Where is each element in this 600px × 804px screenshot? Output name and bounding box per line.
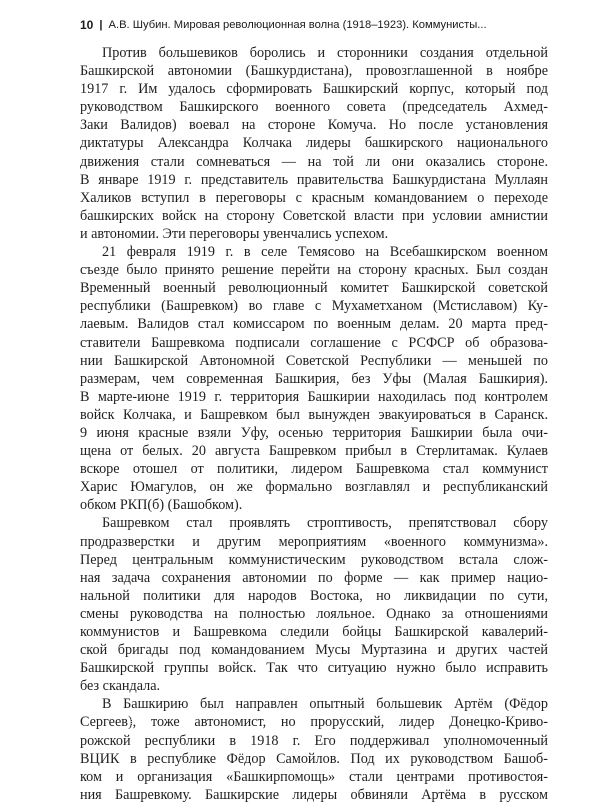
text-line: Против большевиков боролись и сторонники создания отдельной — [102, 45, 548, 61]
text-line: без скандала. — [80, 678, 161, 695]
text-line: 21 февраля 1919 г. в селе Темясово на Всебашкирском военном — [102, 244, 548, 261]
paragraph — [80, 243, 548, 514]
text-line: съезде было принято решение перейти на сторону красных. Был создан — [80, 262, 548, 279]
text-line: размерам, чем современная Башкирия, без Уфы (Малая Башкирия). — [80, 370, 548, 387]
text-line: рожской республики в 1918 г. Его поддерживал уполномоченный — [80, 732, 548, 749]
page-mark — [131, 718, 136, 726]
text-line: войск Колчака, и Башревком был вынужден эвакуироваться в Саранск. — [80, 406, 548, 423]
text-line: ской бригады под командованием Мусы Муртазина и других частей — [80, 642, 548, 659]
text-line: ставители Башревкома подписали соглашение с РСФСР об образова- — [80, 334, 548, 351]
text-line: коммунистов и Башревкома следили бойцы Башкирской кавалерий- — [80, 624, 548, 640]
text-line: Временный военный революционный комитет Башкирской советской — [80, 280, 548, 297]
text-line: В январе 1919 г. представитель правительства Башкурдистана Муллаян — [80, 171, 548, 188]
header-separator: | — [99, 19, 103, 31]
text-line: щена от белых. 20 августа Башревком прибыл в Стерлитамак. Кулаев — [80, 443, 548, 460]
text-line: 1917 г. Им удалось сформировать Башкирский корпус, который под — [80, 81, 548, 98]
running-header — [80, 18, 550, 32]
running-title: А.В. Шубин. Мировая революционная волна (1918–1923). Коммунисты... — [108, 19, 487, 31]
text-line: Башревком стал проявлять строптивость, препятствовал сбору — [102, 515, 548, 532]
text-line: Перед центральным коммунистическим руководством встала слож- — [80, 551, 548, 568]
text-line: руководством Башкирского военного совета (председатель Ахмед- — [80, 99, 548, 116]
text-line: Башкирской автономии (Башкурдистана), провозглашенной в ноябре — [80, 63, 548, 80]
text-line: Харис Юмагулов, он же формально возглавлял и республиканский — [80, 479, 548, 496]
text-line: смены руководства на полностью лояльное. Однако за отношениями — [80, 605, 548, 622]
text-line: и автономии. Эти переговоры увенчались успехом. — [80, 225, 389, 242]
text-line: башкирских войск на сторону Советской власти при условии амнистии — [80, 207, 548, 224]
text-line: ВЦИК в республике Фёдор Самойлов. Под их руководством Башоб- — [80, 750, 548, 767]
paragraph — [80, 514, 548, 695]
body-text — [80, 44, 548, 804]
text-line: ния Башревкому. Башкирские лидеры обвиняли Артёма в русском — [80, 786, 548, 803]
text-line: Заки Валидов) воевал на стороне Комуча. Но после установления — [80, 117, 548, 134]
text-line: В марте-июне 1919 г. территория Башкирии находилась под контролем — [80, 388, 548, 405]
text-line: нии Башкирской Автономной Советской Республики — меньшей по — [80, 352, 548, 369]
text-line: нальной политики для народов Востока, но ликвидации по сути, — [80, 587, 548, 604]
text-line: вскоре отошел от политики, лидером Башревкома стал коммунист — [80, 461, 548, 478]
text-line: движения стали сомневаться — на той ли они оказались стороне. — [80, 153, 548, 170]
text-line: лаевым. Валидов стал комиссаром по военным делам. 20 марта пред- — [80, 316, 548, 333]
text-line: ком и организация «Башкирпомощь» стали центрами противостоя- — [80, 768, 548, 785]
text-line: республики (Башревком) во главе с Мухаметханом (Мстиславом) Ку- — [80, 298, 548, 315]
text-line: В Башкирию был направлен опытный большевик Артём (Фёдор — [102, 696, 548, 713]
text-line: ная задача сохранения автономии по форме — как пример нацио- — [80, 569, 548, 586]
text-line: продразверстки и другим мероприятиям «военного коммунизма». — [80, 533, 548, 550]
text-line: 9 июня красные взяли Уфу, осенью территория Башкирии была очи- — [80, 424, 548, 441]
page-number: 10 — [80, 18, 94, 32]
text-line: обком РКП(б) (Башобком). — [80, 497, 243, 514]
text-line: диктатуры Александра Колчака лидеры башкирского национального — [80, 135, 548, 152]
text-line: Халиков вступил в переговоры с красным командованием о переходе — [80, 189, 548, 206]
text-line: Башкирской группы войск. Так что ситуацию нужно было исправить — [80, 660, 548, 677]
text-line: Сергеев), тоже автономист, но прорусский, лидер Донецко-Криво- — [80, 714, 548, 731]
paragraph — [80, 44, 548, 243]
